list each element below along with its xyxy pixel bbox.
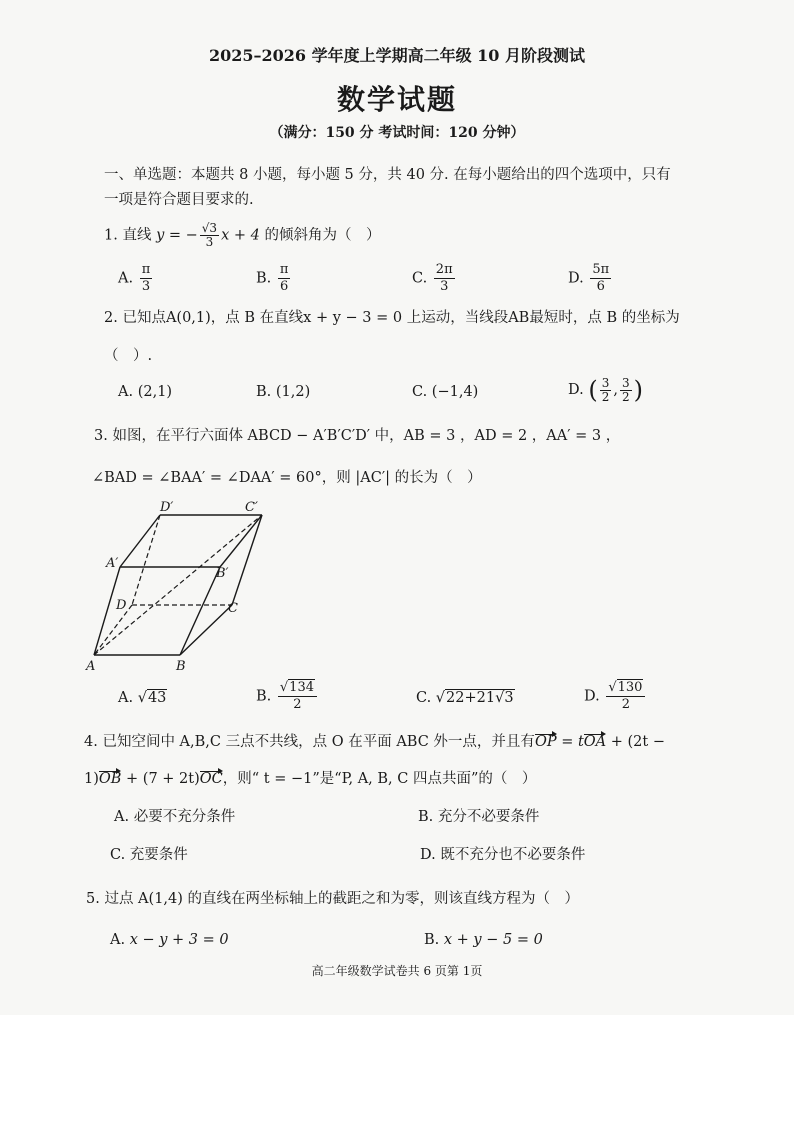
denominator: 3 bbox=[440, 279, 449, 294]
page-footer: 高二年级数学试卷共 6 页第 1页 bbox=[311, 964, 483, 978]
label-c: C bbox=[228, 601, 238, 616]
denominator: 6 bbox=[596, 279, 605, 294]
edge-c1c bbox=[232, 515, 262, 605]
stem-text: + (2t − bbox=[606, 734, 665, 750]
option-text: x − y + 3 = 0 bbox=[129, 932, 229, 948]
q3-option-d[interactable] bbox=[584, 680, 647, 713]
numerator: 2π bbox=[435, 262, 453, 277]
q1-option-c[interactable] bbox=[412, 262, 457, 295]
denominator: 2 bbox=[621, 697, 631, 712]
question-1-stem bbox=[104, 222, 380, 249]
section-heading-line1: 一、单选题：本题共 8 小题，每小题 5 分，共 40 分. 在每小题给出的四个选项中，只有 bbox=[104, 167, 671, 183]
exam-title: 2025–2026 学年度上学期高二年级 10 月阶段测试 bbox=[208, 46, 586, 65]
option-label: D. bbox=[568, 382, 584, 398]
label-c1: C′ bbox=[245, 500, 258, 515]
edge-d1d bbox=[132, 515, 160, 605]
numerator: π bbox=[141, 262, 151, 277]
exam-info: （满分：150 分 考试时间：120 分钟） bbox=[269, 125, 525, 141]
numerator: π bbox=[279, 262, 289, 277]
option-text: 充分不必要条件 bbox=[437, 809, 540, 825]
option-label: D. bbox=[568, 270, 584, 287]
numerator: √3 bbox=[201, 221, 218, 235]
q5-option-b[interactable] bbox=[424, 932, 543, 948]
question-4-stem-cont bbox=[84, 767, 536, 788]
option-text: 必要不充分条件 bbox=[133, 809, 236, 825]
option-label: A. bbox=[118, 384, 134, 400]
vector-op: OP bbox=[534, 734, 557, 750]
option-text: x + y − 5 = 0 bbox=[443, 932, 543, 948]
q4-option-a[interactable] bbox=[114, 805, 235, 826]
question-4-stem bbox=[84, 730, 665, 751]
option-label: D. bbox=[420, 847, 436, 863]
q4-option-c[interactable] bbox=[110, 843, 188, 864]
fraction bbox=[200, 222, 219, 249]
stem-text: 如图，在平行六面体 ABCD − A′B′C′D′ 中，AB = 3 ，AD = 2 ，AA′ = 3 ， bbox=[112, 428, 621, 444]
sqrt-radicand: 43 bbox=[147, 690, 167, 706]
q2-option-a[interactable] bbox=[118, 384, 172, 400]
question-3-stem-cont: ∠BAD = ∠BAA′ = ∠DAA′ = 60°，则 |AC′| 的长为（ ） bbox=[92, 470, 482, 486]
q2-option-c[interactable] bbox=[412, 384, 478, 400]
option-label: C. bbox=[110, 847, 126, 863]
stem-text: + (7 + 2t) bbox=[121, 771, 200, 787]
paren: ) bbox=[633, 376, 643, 404]
numerator: √130 bbox=[606, 680, 645, 697]
option-label: A. bbox=[110, 932, 126, 948]
stem-text: 已知点A(0,1)，点 B 在直线x + y − 3 = 0 上运动，当线段AB最短时，点 B 的坐标为 bbox=[122, 310, 680, 326]
question-2-stem-cont: （ ）. bbox=[104, 348, 153, 364]
label-d: D bbox=[116, 598, 127, 613]
option-label: B. bbox=[424, 932, 440, 948]
section-heading-line2: 一项是符合题目要求的. bbox=[104, 192, 254, 208]
q2-option-d[interactable]: D. ( $\frac{3}{2}$ , $\frac{3}{2}$ ) bbox=[568, 375, 643, 404]
label-a1: A′ bbox=[106, 556, 119, 571]
option-label: B. bbox=[418, 809, 434, 825]
question-number: 2. bbox=[104, 310, 118, 326]
formula-part: y = − bbox=[156, 227, 198, 244]
subject-title: 数学试题 bbox=[336, 83, 457, 116]
numerator: 5π bbox=[592, 262, 610, 277]
diagonal-ac1 bbox=[94, 515, 262, 655]
q2-option-b[interactable] bbox=[256, 384, 310, 400]
stem-text: 过点 A(1,4) 的直线在两坐标轴上的截距之和为零，则该直线方程为（ ） bbox=[104, 891, 580, 907]
question-5-stem bbox=[86, 887, 579, 908]
question-3-stem bbox=[94, 424, 620, 445]
question-number: 4. bbox=[84, 734, 98, 750]
question-number: 1. bbox=[104, 227, 118, 244]
edge-d1a1 bbox=[120, 515, 160, 567]
denominator: 2 bbox=[621, 389, 630, 404]
option-label: A. bbox=[114, 809, 130, 825]
parallelepiped-figure bbox=[80, 495, 280, 675]
option-label: C. bbox=[412, 384, 428, 400]
denominator: 3 bbox=[141, 279, 151, 294]
paren: ( bbox=[588, 376, 598, 404]
q3-option-b[interactable] bbox=[256, 680, 319, 713]
question-2-stem bbox=[104, 306, 680, 327]
q3-option-c[interactable]: C. √22+21√3 bbox=[416, 690, 514, 706]
q5-option-a[interactable] bbox=[110, 932, 229, 948]
edge-bc bbox=[180, 605, 232, 655]
stem-text: 已知空间中 A,B,C 三点不共线，点 O 在平面 ABC 外一点，并且有 bbox=[102, 734, 535, 750]
numerator: 3 bbox=[621, 375, 630, 390]
edge-b1b bbox=[180, 567, 220, 655]
option-label: A. bbox=[118, 690, 134, 706]
q1-option-b[interactable] bbox=[256, 262, 292, 295]
sqrt-radicand: 134 bbox=[289, 680, 314, 695]
label-d1: D′ bbox=[160, 500, 174, 515]
sqrt-radicand: 22+21√3 bbox=[446, 690, 514, 706]
denominator: 6 bbox=[280, 279, 289, 294]
fraction bbox=[434, 262, 455, 295]
formula-part: = t bbox=[556, 734, 584, 750]
option-text: (2,1) bbox=[137, 384, 173, 400]
label-a: A bbox=[86, 659, 96, 674]
label-b1: B′ bbox=[216, 566, 229, 581]
stem-text: 直线 bbox=[122, 227, 152, 244]
option-text: 既不充分也不必要条件 bbox=[440, 847, 586, 863]
fraction bbox=[278, 262, 291, 295]
numerator: 3 bbox=[601, 375, 610, 390]
sqrt-radicand: 130 bbox=[617, 680, 643, 695]
option-label: C. bbox=[412, 270, 428, 287]
label-b: B bbox=[176, 659, 186, 674]
option-label: D. bbox=[584, 688, 600, 705]
edge-c1b1 bbox=[220, 515, 262, 567]
option-text: (−1,4) bbox=[431, 384, 479, 400]
option-label: A. bbox=[118, 270, 134, 287]
option-label: C. bbox=[416, 690, 432, 706]
q3-option-a[interactable]: A. √43 bbox=[118, 690, 167, 706]
option-label: B. bbox=[256, 270, 272, 287]
option-label: B. bbox=[256, 384, 272, 400]
q1-option-a[interactable] bbox=[118, 262, 154, 295]
denominator: 2 bbox=[601, 389, 610, 404]
q1-option-d[interactable] bbox=[568, 262, 613, 295]
stem-text: 1) bbox=[84, 771, 99, 787]
formula-part: x + 4 bbox=[221, 227, 260, 244]
fraction bbox=[278, 680, 317, 713]
vector-oc: OC bbox=[199, 771, 223, 787]
vector-ob: OB bbox=[98, 771, 122, 787]
stem-text: ，则“ t = −1”是“P, A, B, C 四点共面”的（ ） bbox=[222, 771, 537, 787]
fraction bbox=[606, 680, 645, 713]
blank-margin bbox=[0, 1015, 794, 1123]
question-number: 3. bbox=[94, 428, 108, 444]
question-number: 5. bbox=[86, 891, 100, 907]
option-text: 充要条件 bbox=[129, 847, 188, 863]
vector-oa: OA bbox=[583, 734, 607, 750]
fraction bbox=[590, 262, 611, 295]
fraction bbox=[140, 262, 153, 295]
q4-option-d[interactable] bbox=[420, 843, 585, 864]
fraction bbox=[600, 377, 612, 404]
q4-option-b[interactable] bbox=[418, 805, 539, 826]
option-label: B. bbox=[256, 688, 272, 705]
fraction bbox=[620, 377, 632, 404]
numerator: √134 bbox=[278, 680, 317, 697]
denominator: 2 bbox=[293, 697, 302, 712]
stem-text: 的倾斜角为（ ） bbox=[264, 227, 381, 244]
option-text: (1,2) bbox=[275, 384, 311, 400]
denominator: 3 bbox=[205, 235, 214, 249]
